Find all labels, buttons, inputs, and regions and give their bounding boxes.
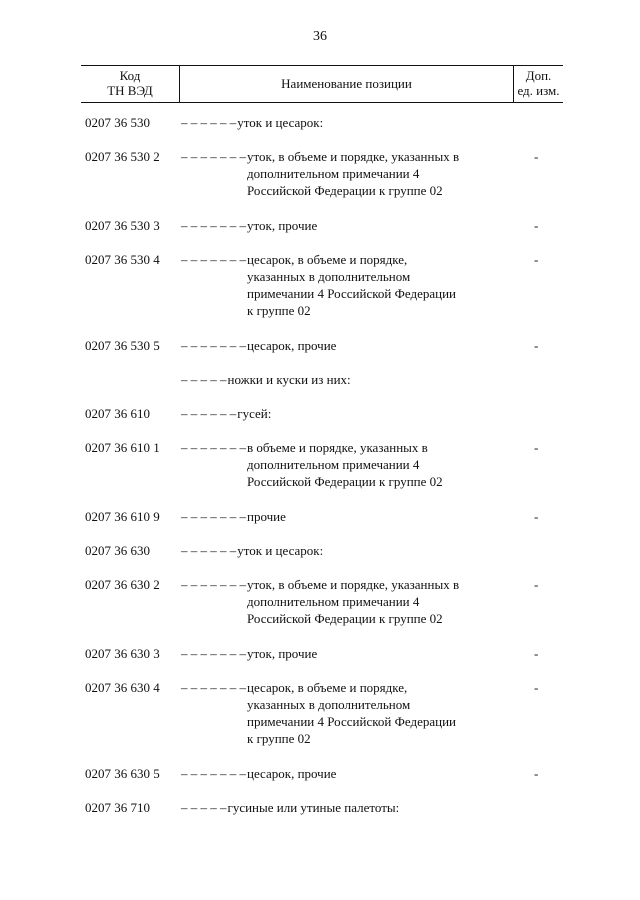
- row-text-line: уток, прочие: [247, 218, 318, 233]
- row-unit: -: [534, 680, 539, 695]
- page-number: 36: [313, 29, 327, 44]
- row-text-line: дополнительном примечании 4: [247, 457, 420, 472]
- row-code: 0207 36 530 3: [85, 218, 160, 233]
- row-unit: -: [534, 252, 539, 267]
- row-description: [181, 645, 317, 662]
- row-dashes: – – – – – –: [181, 543, 237, 558]
- header-code-line1: Код: [119, 68, 141, 83]
- row-description: [181, 371, 351, 388]
- header-name: Наименование позиции: [281, 76, 412, 91]
- row-dashes: – – – – – – –: [181, 509, 246, 524]
- header-unit: [514, 68, 563, 98]
- row-code: 0207 36 630: [85, 543, 150, 558]
- row-unit: -: [534, 577, 539, 592]
- row-text-line: дополнительном примечании 4: [247, 166, 420, 181]
- row-unit: -: [534, 509, 539, 524]
- row-text-line: Российской Федерации к группе 02: [247, 183, 443, 198]
- row-unit: -: [534, 440, 539, 455]
- header-code-line2: ТН ВЭД: [107, 83, 153, 98]
- row-text-line: гусей:: [237, 406, 272, 421]
- row-description: [181, 114, 323, 131]
- row-dashes: – – – – – – –: [181, 440, 246, 455]
- row-code: 0207 36 610 1: [85, 440, 160, 455]
- row-code: 0207 36 530 4: [85, 252, 160, 267]
- row-text-line: в объеме и порядке, указанных в: [247, 440, 428, 455]
- row-description: [181, 405, 271, 422]
- row-unit: -: [534, 766, 539, 781]
- row-description: [181, 576, 459, 593]
- row-text-line: Российской Федерации к группе 02: [247, 474, 443, 489]
- row-dashes: – – – – – – –: [181, 338, 246, 353]
- row-text-line: указанных в дополнительном: [247, 269, 411, 284]
- row-unit: -: [534, 646, 539, 661]
- row-description: [181, 148, 459, 165]
- row-text-line: указанных в дополнительном: [247, 697, 411, 712]
- row-unit: -: [534, 218, 539, 233]
- row-code: 0207 36 630 2: [85, 577, 160, 592]
- row-text-line: уток, прочие: [247, 646, 318, 661]
- row-code: 0207 36 630 5: [85, 766, 160, 781]
- row-dashes: – – – – – –: [181, 406, 237, 421]
- row-dashes: – – – – – – –: [181, 766, 246, 781]
- row-dashes: – – – – – – –: [181, 252, 246, 267]
- row-code: 0207 36 610: [85, 406, 150, 421]
- row-text-line: уток, в объеме и порядке, указанных в: [247, 149, 460, 164]
- row-description: [181, 439, 428, 456]
- row-dashes: – – – – –: [181, 372, 227, 387]
- row-description: [181, 765, 336, 782]
- table-header: [81, 65, 563, 103]
- row-dashes: – – – – – – –: [181, 680, 246, 695]
- row-text-line: ножки и куски из них:: [227, 372, 351, 387]
- row-code: 0207 36 530: [85, 115, 150, 130]
- header-unit-line2: ед. изм.: [517, 83, 560, 98]
- header-unit-line1: Доп.: [525, 68, 552, 83]
- row-code: 0207 36 530 5: [85, 338, 160, 353]
- row-text-line: цесарок, прочие: [247, 338, 337, 353]
- row-code: 0207 36 630 3: [85, 646, 160, 661]
- row-dashes: – – – – –: [181, 800, 227, 815]
- row-text-line: уток и цесарок:: [237, 543, 324, 558]
- row-dashes: – – – – – – –: [181, 218, 246, 233]
- row-description: [181, 679, 407, 696]
- row-text-line: Российской Федерации к группе 02: [247, 611, 443, 626]
- row-unit: -: [534, 149, 539, 164]
- row-text-line: уток и цесарок:: [237, 115, 324, 130]
- row-code: 0207 36 630 4: [85, 680, 160, 695]
- row-text-line: гусиные или утиные палетоты:: [227, 800, 400, 815]
- row-description: [181, 799, 399, 816]
- row-dashes: – – – – – –: [181, 115, 237, 130]
- row-text-line: цесарок, в объеме и порядке,: [247, 252, 408, 267]
- row-dashes: – – – – – – –: [181, 149, 246, 164]
- row-description: [181, 508, 286, 525]
- row-description: [181, 251, 407, 268]
- row-code: 0207 36 530 2: [85, 149, 160, 164]
- row-text-line: дополнительном примечании 4: [247, 594, 420, 609]
- row-text-line: уток, в объеме и порядке, указанных в: [247, 577, 460, 592]
- row-text-line: цесарок, прочие: [247, 766, 337, 781]
- row-text-line: к группе 02: [247, 303, 311, 318]
- row-dashes: – – – – – – –: [181, 646, 246, 661]
- row-text-line: прочие: [247, 509, 286, 524]
- row-unit: -: [534, 338, 539, 353]
- row-description: [181, 217, 317, 234]
- header-code: [81, 68, 179, 98]
- row-description: [181, 542, 323, 559]
- row-text-line: примечании 4 Российской Федерации: [247, 714, 456, 729]
- row-description: [181, 337, 336, 354]
- row-code: 0207 36 710: [85, 800, 150, 815]
- row-text-line: примечании 4 Российской Федерации: [247, 286, 456, 301]
- row-code: 0207 36 610 9: [85, 509, 160, 524]
- row-text-line: к группе 02: [247, 731, 311, 746]
- row-text-line: цесарок, в объеме и порядке,: [247, 680, 408, 695]
- row-dashes: – – – – – – –: [181, 577, 246, 592]
